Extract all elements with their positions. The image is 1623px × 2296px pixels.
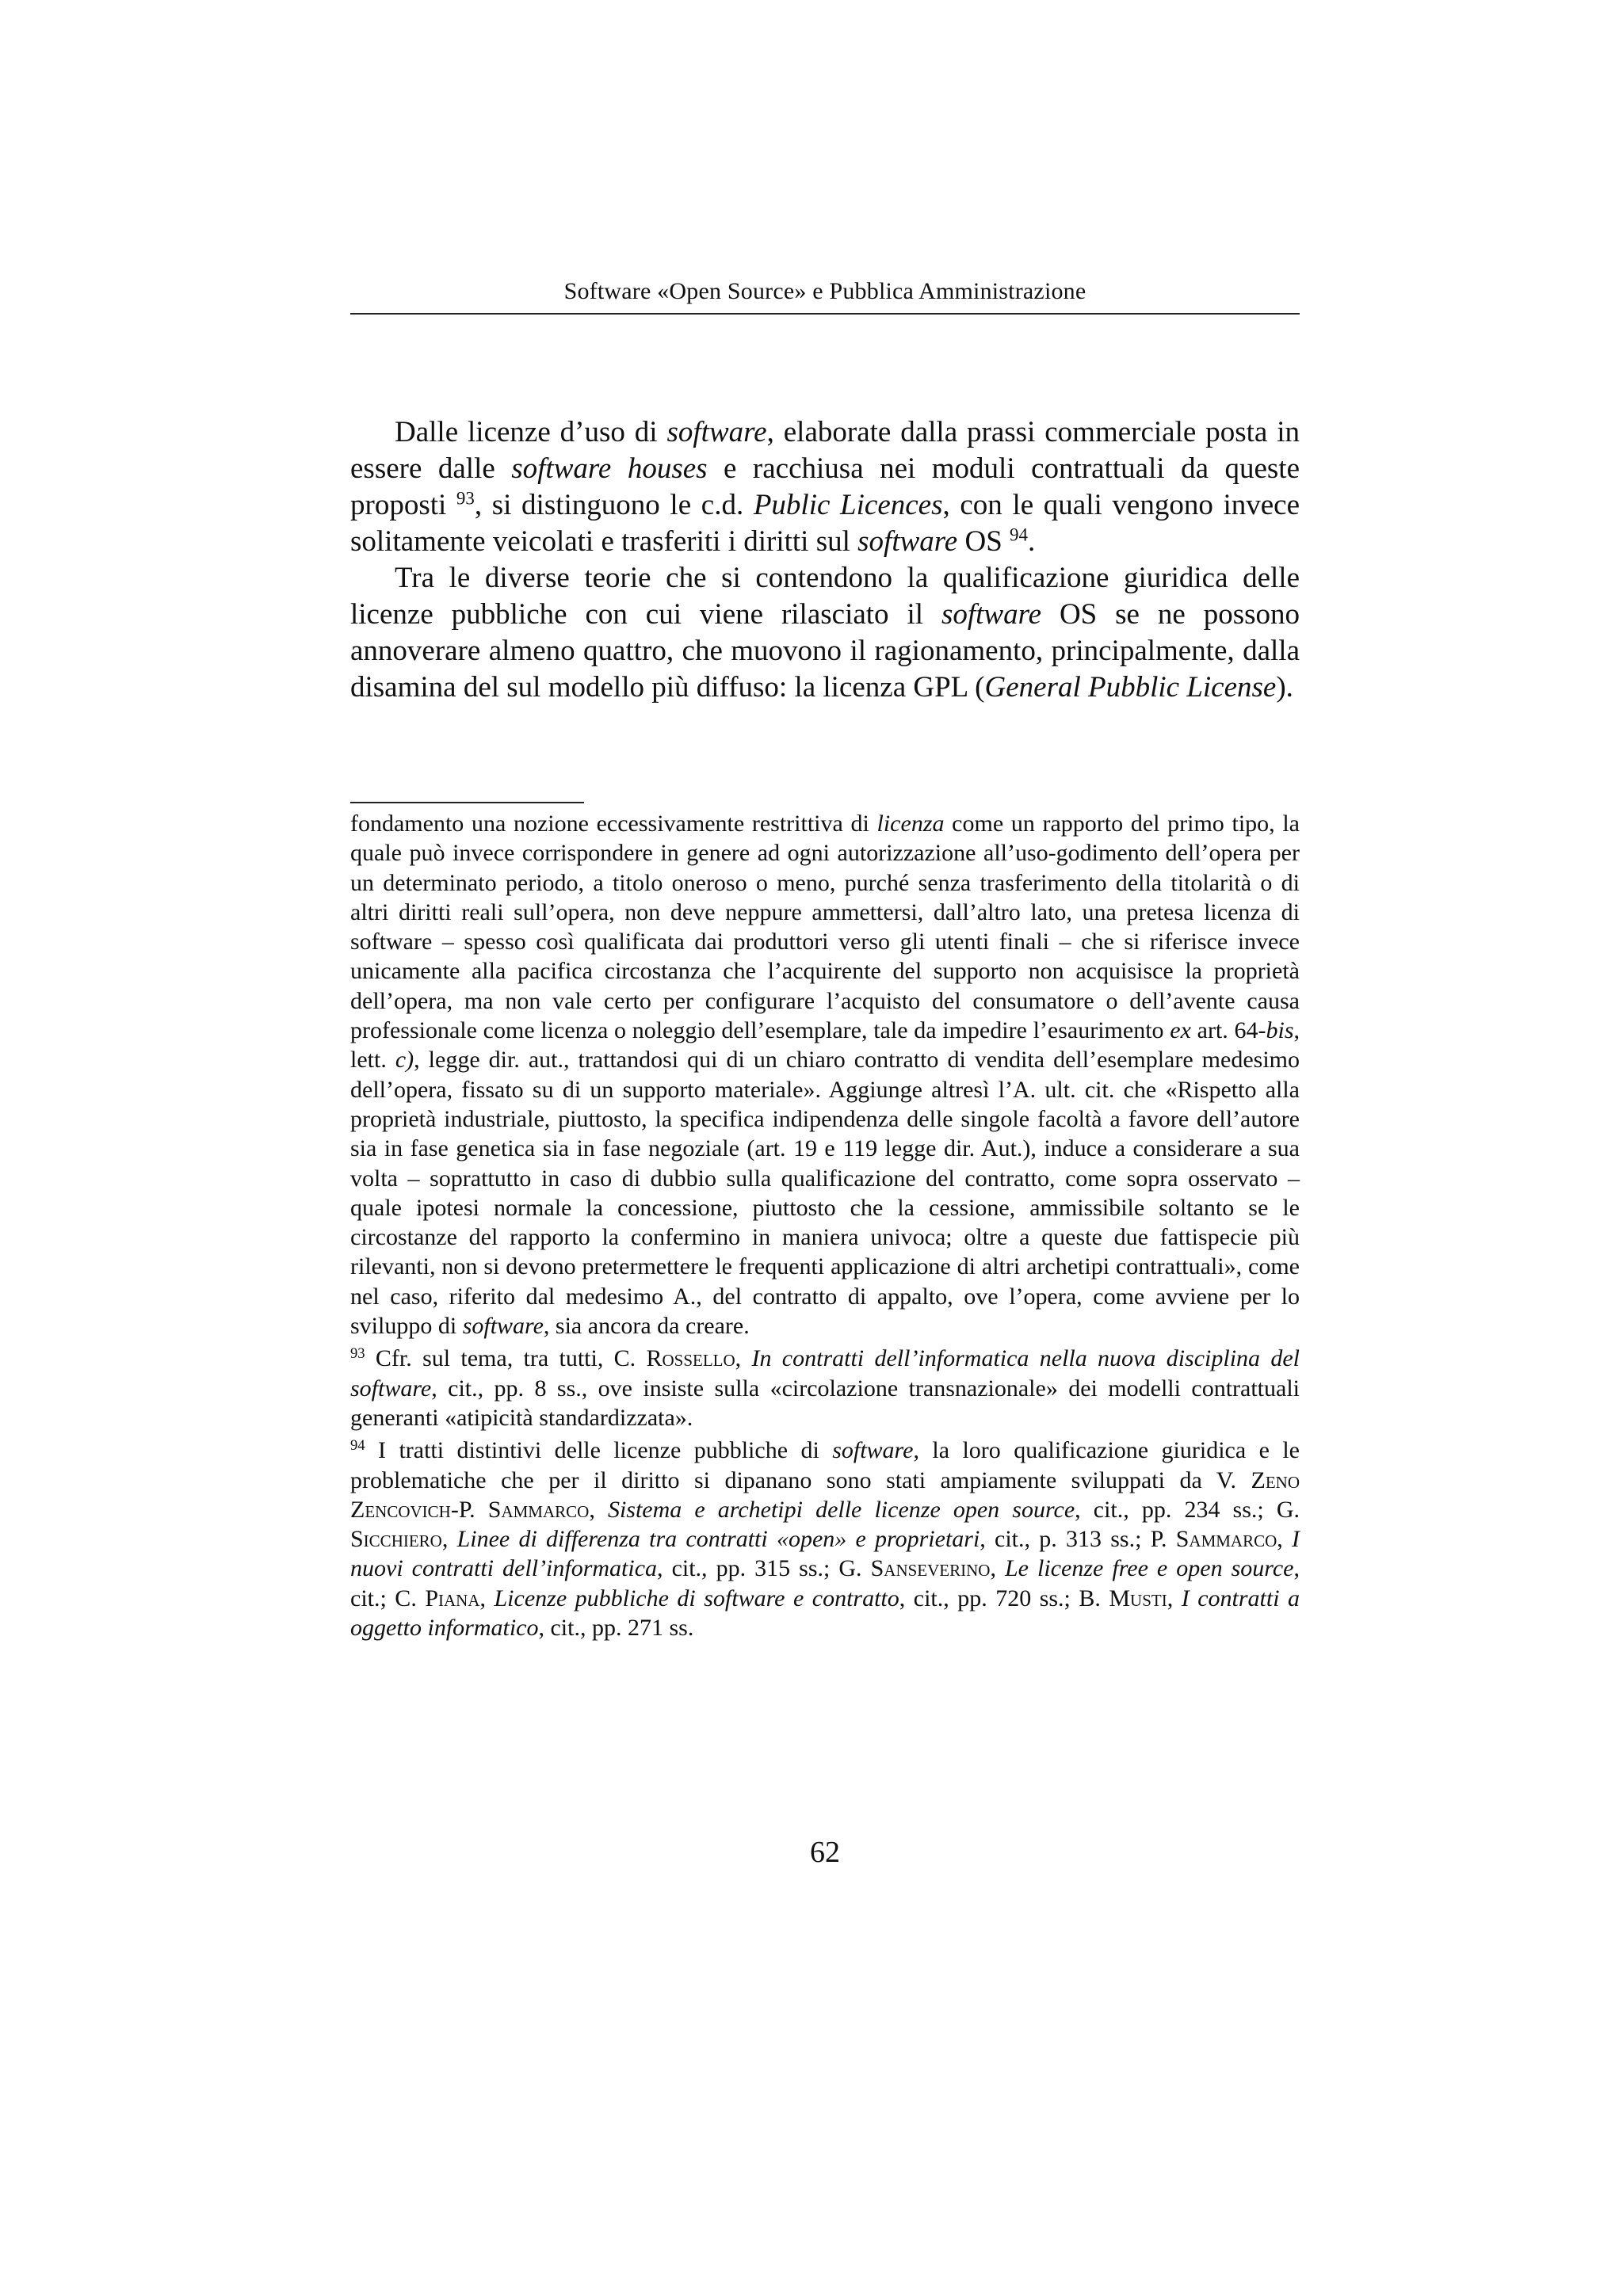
- italic-text: ex: [1170, 1017, 1191, 1044]
- footnote-rule: [350, 802, 584, 803]
- text-run: come un rapporto del primo tipo, la quale può invece corrispondere in genere ad ogni autorizzazione all’uso-godimento dell’opera per un determinato periodo, a titolo oneroso o meno, purché senza trasferimento della titolarità o di altri diritti reali sull’opera, non deve neppure ammettersi, dall’altro lato, una pretesa licenza di software – spesso così qualificata dai produttori verso gli utenti finali – che si riferisce invece unicamente alla pacifica circostanza che l’acquirente del supporto non acquisisce la proprietà dell’opera, ma non vale certo per configurare l’acquisto del consumatore o dell’avente causa professionale come licenza o noleggio dell’esemplare, tale da impedire l’esaurimento: [350, 810, 1300, 1044]
- author-name: Zeno Zencovich: [350, 1466, 1300, 1523]
- italic-text: General Pubblic License: [984, 671, 1277, 704]
- italic-text: software: [857, 525, 958, 558]
- italic-text: c): [395, 1047, 414, 1074]
- text-run: e racchiusa nei moduli contrattuali da queste proposti: [350, 452, 1300, 521]
- author-name: Musti: [1109, 1585, 1167, 1611]
- text-run: ,: [990, 1555, 1005, 1582]
- footnote-94: [350, 1436, 1300, 1642]
- author-name: Sanseverino: [870, 1555, 991, 1582]
- author-name: Sammarco: [1175, 1526, 1277, 1553]
- text-run: art. 64-: [1190, 1017, 1266, 1044]
- footnote-marker: 94: [1010, 524, 1028, 545]
- footnote-continuation: [350, 809, 1300, 1341]
- text-run: , cit., pp. 234 ss.; G.: [1075, 1496, 1300, 1523]
- text-run: , la loro qualificazione giuridica e le problematiche che per il diritto si dipanano sono stati ampiamente sviluppati da V.: [350, 1437, 1300, 1493]
- text-run: , lett.: [350, 1017, 1300, 1074]
- author-name: Rossello: [646, 1345, 735, 1372]
- text-run: .: [1027, 525, 1036, 558]
- text-run: fondamento una nozione eccessivamente restrittiva di: [350, 810, 877, 837]
- italic-text: software: [462, 1313, 544, 1340]
- italic-text: software: [666, 416, 767, 448]
- italic-text: Licenze pubbliche di software e contratto: [494, 1585, 899, 1611]
- text-run: Cfr. sul tema, tra tutti, C.: [365, 1345, 647, 1372]
- header-rule: [350, 313, 1300, 315]
- text-run: , cit., pp. 271 ss.: [538, 1615, 694, 1642]
- main-text: [350, 414, 1300, 706]
- italic-text: bis: [1266, 1017, 1294, 1044]
- text-run: , cit., pp. 720 ss.; B.: [899, 1585, 1109, 1611]
- footnote-93: [350, 1344, 1300, 1432]
- italic-text: I contratti a oggetto informatico: [350, 1585, 1300, 1642]
- text-run: ).: [1276, 671, 1293, 704]
- italic-text: Le licenze free e open source: [1005, 1555, 1294, 1582]
- text-run: I tratti distintivi delle licenze pubbliche di: [365, 1437, 833, 1464]
- footnote-marker: 94: [350, 1437, 365, 1455]
- italic-text: licenza: [876, 810, 945, 837]
- author-name: Sicchiero: [350, 1526, 442, 1553]
- text-run: OS se ne possono annoverare almeno quattro, che muovono il ragionamento, principalmente, dalla disamina del sul modello più diffuso: la licenza GPL (: [350, 598, 1300, 704]
- author-name: Piana: [425, 1585, 480, 1611]
- text-run: Dalle licenze d’uso di: [395, 416, 667, 448]
- text-run: OS: [957, 525, 1010, 558]
- text-run: Tra le diverse teorie che si contendono la qualificazione giuridica delle licenze pubbliche con cui viene rilasciato il: [350, 562, 1300, 631]
- text-run: , cit., pp. 315 ss.; G.: [657, 1555, 871, 1582]
- italic-text: software: [832, 1437, 914, 1464]
- text-run: , cit.; C.: [350, 1555, 1300, 1611]
- italic-text: software houses: [511, 452, 708, 485]
- italic-text: I nuovi contratti dell’informatica: [350, 1526, 1300, 1582]
- text-run: , con le quali vengono invece solitamente veicolati e trasferiti i diritti sul: [350, 489, 1300, 558]
- italic-text: In contratti dell’informatica nella nuova disciplina del software: [350, 1345, 1300, 1402]
- body-paragraph-1: [350, 414, 1300, 560]
- text-run: ,: [1167, 1585, 1182, 1611]
- footnotes: [350, 809, 1300, 1642]
- page-number: 62: [810, 1836, 840, 1869]
- body-paragraph-2: [350, 560, 1300, 706]
- text-run: , sia ancora da creare.: [543, 1313, 750, 1340]
- italic-text: software: [941, 598, 1042, 631]
- author-name: Sammarco: [487, 1496, 590, 1523]
- italic-text: Linee di differenza tra contratti «open» e proprietari: [456, 1526, 980, 1553]
- text-run: , cit., pp. 8 ss., ove insiste sulla «circolazione transnazionale» dei modelli contrattuali generanti «atipicità standardizzata».: [350, 1375, 1300, 1431]
- text-run: ,: [479, 1585, 495, 1611]
- running-title: Software «Open Source» e Pubblica Amministrazione: [563, 278, 1086, 304]
- text-run: ,: [589, 1496, 608, 1523]
- text-run: , si distinguono le c.d.: [474, 489, 754, 521]
- text-run: , cit., p. 313 ss.; P.: [980, 1526, 1176, 1553]
- text-run: , elaborate dalla prassi commerciale posta in essere dalle: [350, 416, 1300, 485]
- text-run: ,: [735, 1345, 752, 1372]
- footnote-marker: 93: [456, 488, 475, 509]
- text-run: , legge dir. aut., trattandosi qui di un chiaro contratto di vendita dell’esemplare medesimo dell’opera, fissato su di un supporto materiale». Aggiunge altresì l’A. ult. cit. che «Rispetto alla proprietà industriale, piuttosto, la specifica indipendenza delle singole facoltà a favore dell’autore sia in fase genetica sia in fase negoziale (art. 19 e 119 legge dir. Aut.), induce a considerare a sua volta – soprattutto in caso di dubbio sulla qualificazione del contratto, come sopra osservato – quale ipotesi normale la concessione, piuttosto che la cessione, ammissibile soltanto se le circostanze del rapporto la confermino in maniera univoca; oltre a queste due fattispecie più rilevanti, non si devono pretermettere le frequenti applicazione di altri archetipi contrattuali», come nel caso, riferito dal medesimo A., del contratto di appalto, ove l’opera, come avviene per lo sviluppo di: [350, 1047, 1300, 1340]
- text-run: -P.: [450, 1496, 488, 1523]
- text-run: ,: [1277, 1526, 1293, 1553]
- italic-text: Public Licences: [753, 489, 943, 521]
- italic-text: Sistema e archetipi delle licenze open source: [607, 1496, 1075, 1523]
- text-run: ,: [441, 1526, 457, 1553]
- footnote-marker: 93: [350, 1345, 365, 1363]
